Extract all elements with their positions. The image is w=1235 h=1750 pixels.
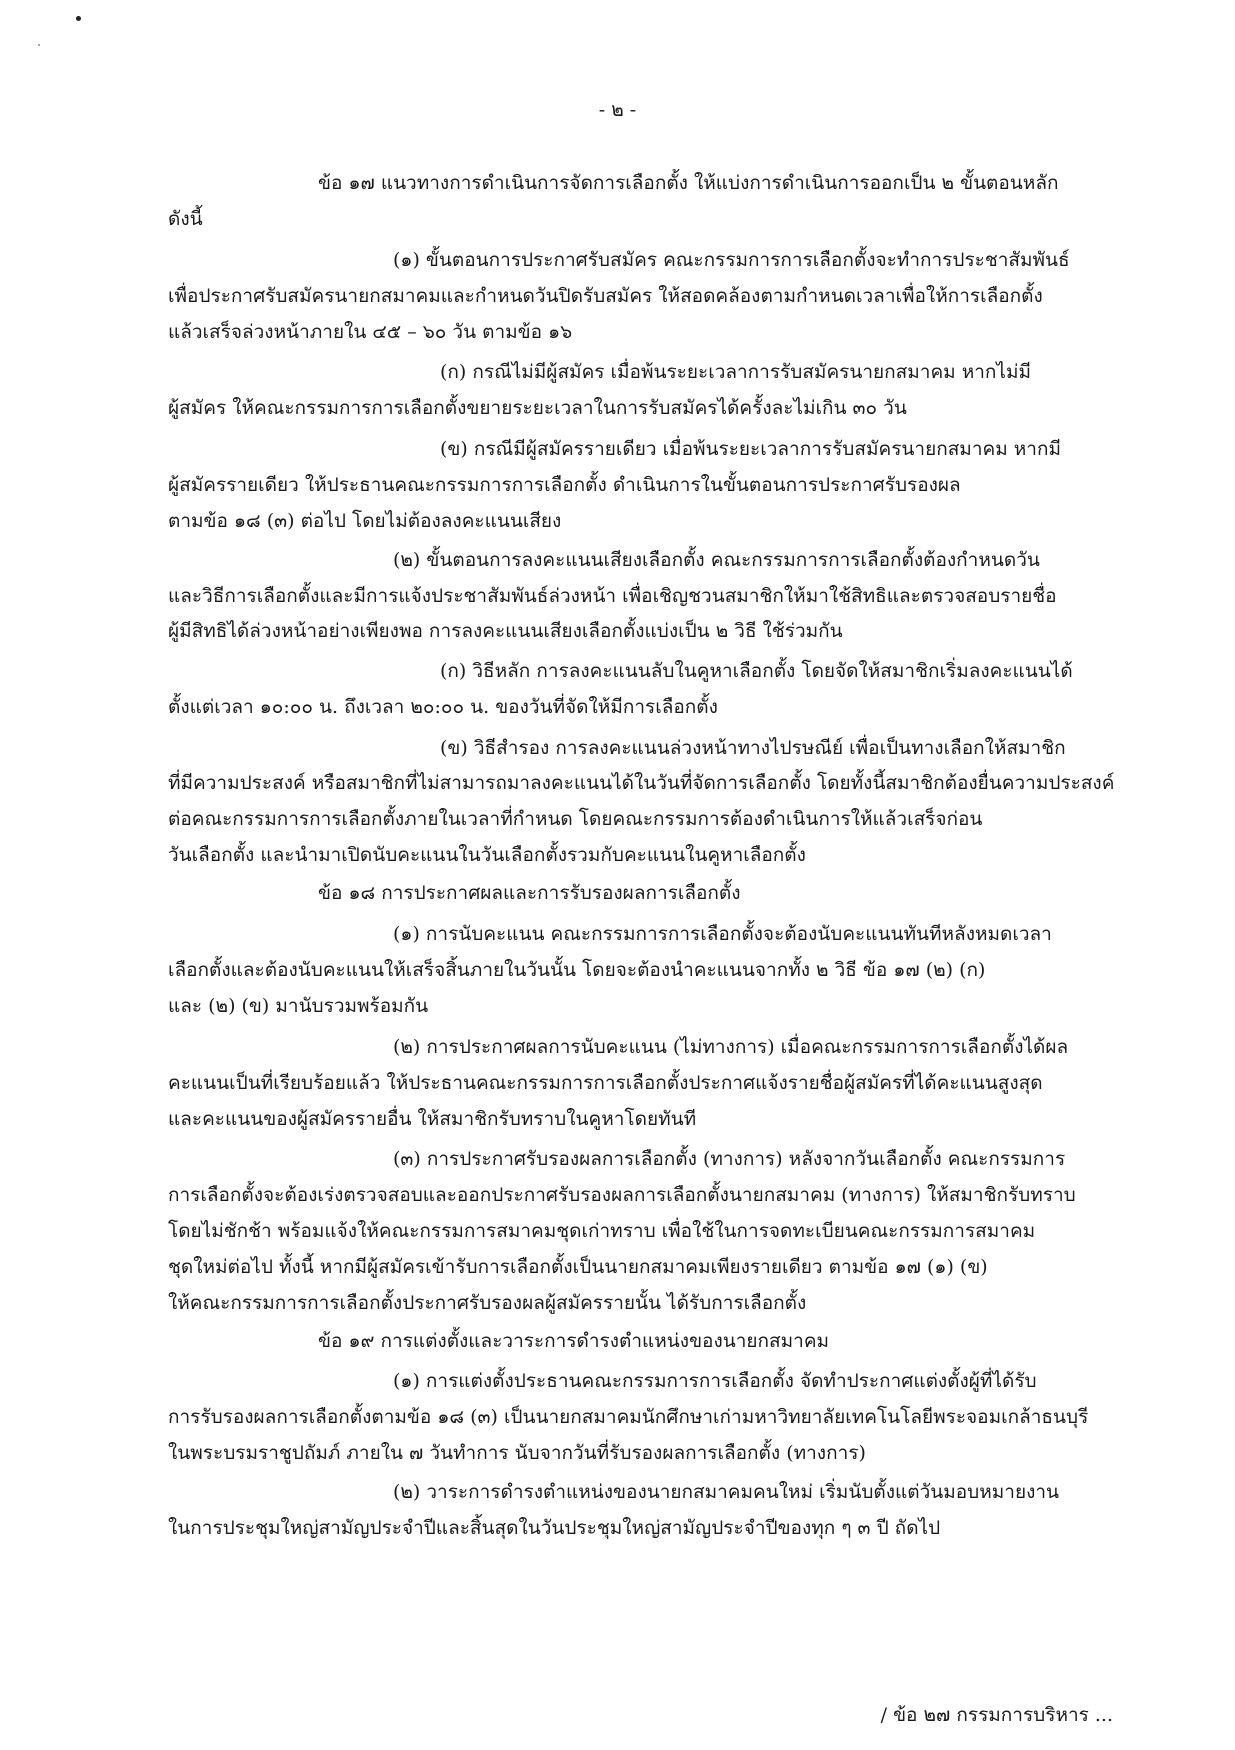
page-number: - ๒ - — [598, 99, 637, 121]
paragraph-line: (๑) การแต่งตั้งประธานคณะกรรมการการเลือกตั้ง จัดทำประกาศแต่งตั้งผู้ที่ได้รับ — [393, 1370, 1037, 1392]
paragraph-line: ตั้งแต่เวลา ๑๐:๐๐ น. ถึงเวลา ๒๐:๐๐ น. ของวันที่จัดให้มีการเลือกตั้ง — [168, 696, 718, 718]
paragraph-line: ต่อคณะกรรมการการเลือกตั้งภายในเวลาที่กำหนด โดยคณะกรรมการต้องดำเนินการให้แล้วเสร็จก่อน — [168, 808, 983, 830]
clause-19-heading: ข้อ ๑๙ การแต่งตั้งและวาระการดำรงตำแหน่งของนายกสมาคม — [318, 1330, 830, 1352]
paragraph-line: โดยไม่ชักช้า พร้อมแจ้งให้คณะกรรมการสมาคมชุดเก่าทราบ เพื่อใช้ในการจดทะเบียนคณะกรรมการสมาคม — [168, 1220, 1036, 1242]
paragraph-line: ที่มีความประสงค์ หรือสมาชิกที่ไม่สามารถมาลงคะแนนได้ในวันที่จัดการเลือกตั้ง โดยทั้งนี้สมาชิกต้องยื่นความประสงค์ — [168, 772, 1115, 794]
paragraph-line: คะแนนเป็นที่เรียบร้อยแล้ว ให้ประธานคณะกรรมการการเลือกตั้งประกาศแจ้งรายชื่อผู้สมัครที่ได้คะแนนสูงสุด — [168, 1072, 1043, 1094]
paragraph-line: ในพระบรมราชูปถัมภ์ ภายใน ๗ วันทำการ นับจากวันที่รับรองผลการเลือกตั้ง (ทางการ) — [168, 1442, 866, 1464]
paragraph-line: (๒) วาระการดำรงตำแหน่งของนายกสมาคมคนใหม่ เริ่มนับตั้งแต่วันมอบหมายงาน — [393, 1481, 1060, 1503]
paragraph-line: เลือกตั้งและต้องนับคะแนนให้เสร็จสิ้นภายในวันนั้น โดยจะต้องนำคะแนนจากทั้ง ๒ วิธี ข้อ ๑๗ (๒) (ก) — [168, 959, 986, 981]
paragraph-line: ผู้มีสิทธิได้ล่วงหน้าอย่างเพียงพอ การลงคะแนนเสียงเลือกตั้งแบ่งเป็น ๒ วิธี ใช้ร่วมกัน — [168, 620, 843, 642]
scan-speck — [76, 16, 81, 21]
paragraph-line: (ก) วิธีหลัก การลงคะแนนลับในคูหาเลือกตั้ง โดยจัดให้สมาชิกเริ่มลงคะแนนได้ — [440, 660, 1073, 682]
paragraph-line: ให้คณะกรรมการการเลือกตั้งประกาศรับรองผลผู้สมัครรายนั้น ได้รับการเลือกตั้ง — [168, 1292, 807, 1314]
paragraph-line: และวิธีการเลือกตั้งและมีการแจ้งประชาสัมพันธ์ล่วงหน้า เพื่อเชิญชวนสมาชิกให้มาใช้สิทธิและตรวจสอบรายชื่อ — [168, 585, 1057, 607]
paragraph-line: (ข) วิธีสำรอง การลงคะแนนล่วงหน้าทางไปรษณีย์ เพื่อเป็นทางเลือกให้สมาชิก — [440, 737, 1066, 759]
paragraph-line: ผู้สมัคร ให้คณะกรรมการการเลือกตั้งขยายระยะเวลาในการรับสมัครได้ครั้งละไม่เกิน ๓๐ วัน — [168, 397, 907, 419]
clause-17-heading: ข้อ ๑๗ แนวทางการดำเนินการจัดการเลือกตั้ง ให้แบ่งการดำเนินการออกเป็น ๒ ขั้นตอนหลัก — [318, 172, 1059, 194]
paragraph-line: และ (๒) (ข) มานับรวมพร้อมกัน — [168, 995, 429, 1017]
continuation-footer: / ข้อ ๒๗ กรรมการบริหาร ... — [880, 1704, 1113, 1726]
paragraph-line: (ก) กรณีไม่มีผู้สมัคร เมื่อพ้นระยะเวลาการรับสมัครนายกสมาคม หากไม่มี — [440, 361, 1032, 383]
paragraph-line: วันเลือกตั้ง และนำมาเปิดนับคะแนนในวันเลือกตั้งรวมกับคะแนนในคูหาเลือกตั้ง — [168, 844, 806, 866]
paragraph-line: และคะแนนของผู้สมัครรายอื่น ให้สมาชิกรับทราบในคูหาโดยทันที — [168, 1108, 697, 1130]
paragraph-line: การรับรองผลการเลือกตั้งตามข้อ ๑๘ (๓) เป็นนายกสมาคมนักศึกษาเก่ามหาวิทยาลัยเทคโนโลยีพระจอมเกล้าธนบุรี — [168, 1406, 1089, 1428]
paragraph-line: ผู้สมัครรายเดียว ให้ประธานคณะกรรมการการเลือกตั้ง ดำเนินการในขั้นตอนการประกาศรับรองผล — [168, 474, 961, 496]
paragraph-line: เพื่อประกาศรับสมัครนายกสมาคมและกำหนดวันปิดรับสมัคร ให้สอดคล้องตามกำหนดเวลาเพื่อให้การเลือกตั้ง — [168, 285, 1043, 307]
paragraph-line: (๑) การนับคะแนน คณะกรรมการการเลือกตั้งจะต้องนับคะแนนทันทีหลังหมดเวลา — [393, 923, 1052, 945]
paragraph-line: (ข) กรณีมีผู้สมัครรายเดียว เมื่อพ้นระยะเวลาการรับสมัครนายกสมาคม หากมี — [440, 438, 1061, 460]
paragraph-line: ดังนี้ — [168, 208, 203, 230]
paragraph-line: แล้วเสร็จล่วงหน้าภายใน ๔๕ – ๖๐ วัน ตามข้อ ๑๖ — [168, 321, 573, 343]
paragraph-line: (๒) ขั้นตอนการลงคะแนนเสียงเลือกตั้ง คณะกรรมการการเลือกตั้งต้องกำหนดวัน — [393, 549, 1040, 571]
scan-speck — [38, 44, 40, 46]
paragraph-line: ชุดใหม่ต่อไป ทั้งนี้ หากมีผู้สมัครเข้ารับการเลือกตั้งเป็นนายกสมาคมเพียงรายเดียว ตามข้อ ๑๗ (๑) (ข) — [168, 1256, 988, 1278]
paragraph-line: ในการประชุมใหญ่สามัญประจำปีและสิ้นสุดในวันประชุมใหญ่สามัญประจำปีของทุก ๆ ๓ ปี ถัดไป — [168, 1517, 941, 1539]
paragraph-line: (๓) การประกาศรับรองผลการเลือกตั้ง (ทางการ) หลังจากวันเลือกตั้ง คณะกรรมการ — [393, 1148, 1066, 1170]
paragraph-line: (๑) ขั้นตอนการประกาศรับสมัคร คณะกรรมการการเลือกตั้งจะทำการประชาสัมพันธ์ — [393, 249, 1070, 271]
paragraph-line: (๒) การประกาศผลการนับคะแนน (ไม่ทางการ) เมื่อคณะกรรมการการเลือกตั้งได้ผล — [393, 1036, 1069, 1058]
paragraph-line: การเลือกตั้งจะต้องเร่งตรวจสอบและออกประกาศรับรองผลการเลือกตั้งนายกสมาคม (ทางการ) ให้สมาชิกรับทราบ — [168, 1184, 1076, 1206]
paragraph-line: ตามข้อ ๑๘ (๓) ต่อไป โดยไม่ต้องลงคะแนนเสียง — [168, 510, 562, 532]
clause-18-heading: ข้อ ๑๘ การประกาศผลและการรับรองผลการเลือกตั้ง — [318, 882, 741, 904]
